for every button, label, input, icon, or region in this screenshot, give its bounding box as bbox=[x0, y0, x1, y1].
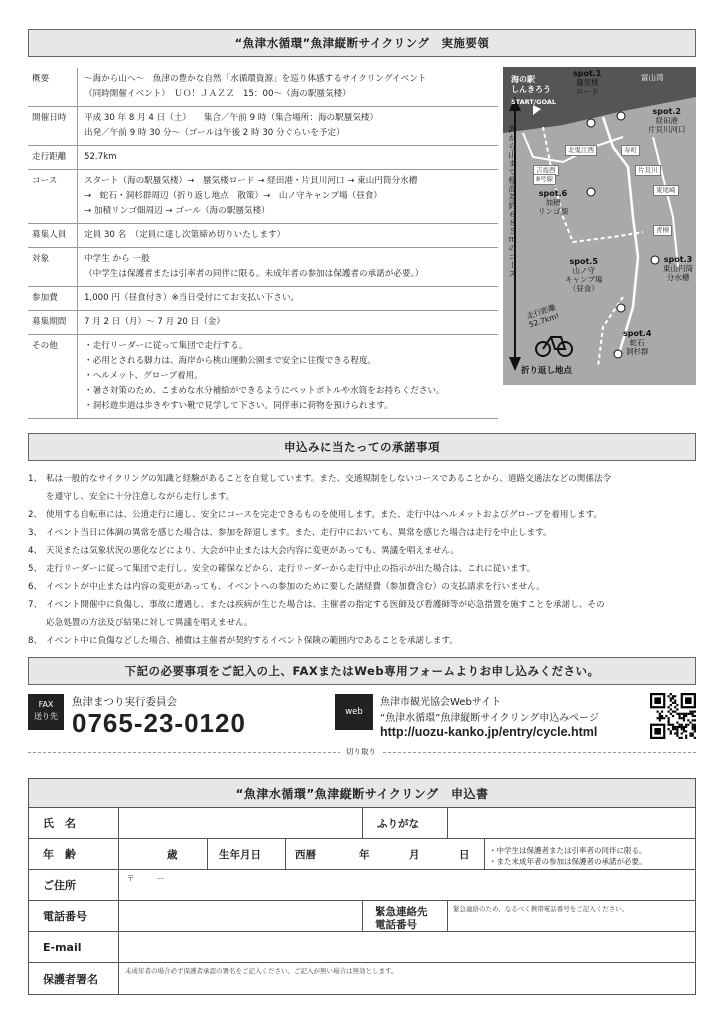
details-line: 7 月 2 日（月）～ 7 月 20 日（金） bbox=[84, 317, 225, 327]
form-row-name bbox=[29, 808, 695, 839]
details-value bbox=[78, 170, 417, 223]
spot1-num: spot.1 bbox=[573, 69, 602, 78]
consent-number: 8、 bbox=[28, 636, 43, 646]
seireki-label: 西暦 bbox=[295, 849, 316, 861]
consent-number: 6、 bbox=[28, 582, 43, 592]
spot2-num: spot.2 bbox=[652, 107, 681, 116]
consent-text: 私は一般的なサイクリングの知識と経験があることを自覚しています。また、交通規制をしないコースであることから、道路交通法などの関係法令 bbox=[46, 474, 612, 484]
details-key: コース bbox=[28, 170, 78, 223]
consent-text: イベント中に負傷などした場合、補償は主催者が契約するイベント保険の範囲内であることを承諾します。 bbox=[46, 636, 458, 646]
form-row-address bbox=[29, 870, 695, 901]
age-field[interactable] bbox=[121, 841, 163, 867]
emergency-phone-field[interactable] bbox=[449, 913, 693, 929]
consent-text: 走行リーダーに従って集団で走行し、安全の確保などから、走行リーダーから走行中止の指示が出た場合は、これに従います。 bbox=[46, 564, 536, 574]
page-title: “魚津水循環”魚津縦断サイクリング 実施要領 bbox=[28, 29, 696, 57]
web-page-name: “魚津水循環”魚津縦断サイクリング申込みページ bbox=[380, 713, 599, 724]
details-key: 募集人員 bbox=[28, 224, 78, 247]
consent-text: イベント当日に体調の異常を感じた場合は、参加を辞退します。また、走行中においても、異常を感じた場合は走行を中止します。 bbox=[46, 528, 552, 538]
spot6-name: 加積 リンゴ畑 bbox=[538, 198, 568, 216]
details-key: 概要 bbox=[28, 68, 78, 106]
details-line: 1,000 円（昼食付き）※当日受付にてお支払い下さい。 bbox=[84, 293, 300, 303]
toyama-bay: 富山湾 bbox=[641, 73, 664, 82]
application-form bbox=[28, 778, 696, 995]
emergency-label-1: 緊急連絡先 bbox=[375, 906, 428, 918]
fax-number: 0765-23-0120 bbox=[72, 708, 246, 738]
map-tag: 寿町 bbox=[621, 145, 640, 156]
consent-item bbox=[28, 506, 696, 524]
consent-item bbox=[28, 596, 696, 614]
web-site-name: 魚津市観光協会Webサイト bbox=[380, 697, 502, 708]
details-key: 走行距離 bbox=[28, 146, 78, 169]
form-row-age bbox=[29, 839, 695, 870]
start-sub: START/GOAL bbox=[511, 98, 557, 106]
details-line: ～海から山へ～ 魚津の豊かな自然「水循環資源」を巡り体感するサイクリングイベント bbox=[84, 74, 427, 84]
spot1-label bbox=[573, 69, 601, 96]
consent-number: 2、 bbox=[28, 510, 43, 520]
details-key: 対象 bbox=[28, 248, 78, 286]
details-value bbox=[78, 335, 445, 418]
details-line: （中学生は保護者または引率者の同伴に限る。未成年者の参加は保護者の承諾が必要。） bbox=[84, 269, 424, 279]
details-row bbox=[28, 287, 498, 311]
consent-text: 使用する自転車には、公道走行に適し、安全にコースを完走できるものを使用します。また、走行中はヘルメットおよびグローブを着用します。 bbox=[46, 510, 603, 520]
name-field[interactable] bbox=[121, 810, 359, 836]
details-line: 平成 30 年 8 月 4 日（土） 集合／午前 9 時（集合場所：海の駅蜃気楼） bbox=[84, 113, 379, 123]
details-row bbox=[28, 224, 498, 248]
emergency-label-2: 電話番号 bbox=[375, 919, 417, 931]
map-tag: 北鬼江西 bbox=[565, 145, 597, 156]
details-line: ・洞杉遊歩道は歩きやすい靴で見学して下さい。同伴車に荷物を預けられます。 bbox=[84, 401, 393, 411]
birthdate-field[interactable] bbox=[329, 841, 479, 867]
details-key: 開催日時 bbox=[28, 107, 78, 145]
details-row bbox=[28, 335, 498, 419]
details-line: ・暑さ対策のため、こまめな水分補給ができるようにペットボトルや水筒をお持ちください。 bbox=[84, 386, 445, 396]
details-key: その他 bbox=[28, 335, 78, 418]
elevation-note: 海から山まで標高差約６８５ｍのコース！ bbox=[508, 125, 517, 287]
map-tag: 東尾崎 bbox=[653, 185, 679, 196]
consent-item bbox=[28, 578, 696, 596]
details-line: ・走行リーダーに従って集団で走行する。 bbox=[84, 341, 248, 351]
details-line: ・ヘルメット、グローブ着用。 bbox=[84, 371, 203, 381]
age-note-1: ・中学生は保護者または引率者の同伴に限る。 bbox=[489, 846, 647, 855]
address-field[interactable] bbox=[121, 872, 691, 898]
email-label: E-mail bbox=[29, 932, 119, 962]
consent-text: を遵守し、安全に十分注意しながら走行します。 bbox=[46, 492, 235, 502]
birth-label: 生年月日 bbox=[219, 849, 261, 861]
spot4-name: 蛇石 洞杉群 bbox=[625, 338, 649, 356]
furigana-label: ふりがな bbox=[377, 818, 419, 830]
age-note-2: ・また未成年者の参加は保護者の承諾が必要。 bbox=[489, 857, 647, 866]
details-line: スタート（海の駅蜃気楼）→ 蜃気楼ロード → 経田港・片貝川河口 → 東山円筒分水槽 bbox=[84, 176, 418, 186]
consent-item bbox=[28, 488, 696, 506]
consent-number: 7、 bbox=[28, 600, 43, 610]
furigana-field[interactable] bbox=[449, 810, 693, 836]
details-key: 参加費 bbox=[28, 287, 78, 310]
details-table bbox=[28, 68, 498, 419]
details-value bbox=[78, 68, 426, 106]
details-line: ・必用とされる脚力は、海岸から桃山運動公園まで安全に往復できる程度。 bbox=[84, 356, 377, 366]
apply-header: 下記の必要事項をご記入の上、FAXまたはWeb専用フォームよりお申し込みください。 bbox=[28, 657, 696, 685]
start-label: 海の駅 しんきろう bbox=[511, 75, 551, 94]
details-line: 定員 30 名 （定員に達し次第締め切りいたします） bbox=[84, 230, 286, 240]
details-line: （同時開催イベント） ＵＯ！ＪＡＺＺ 15：00～（海の駅蜃気楼） bbox=[84, 89, 351, 99]
details-row bbox=[28, 146, 498, 170]
consent-item bbox=[28, 614, 696, 632]
cut-label: 切り取り bbox=[340, 746, 382, 757]
details-row bbox=[28, 248, 498, 287]
fax-tag: FAX 送り先 bbox=[28, 694, 64, 730]
details-key: 募集期間 bbox=[28, 311, 78, 334]
spot3-num: spot.3 bbox=[663, 255, 693, 264]
fax-org: 魚津まつり実行委員会 bbox=[72, 696, 177, 708]
spot4-num: spot.4 bbox=[623, 329, 652, 338]
guardian-label: 保護者署名 bbox=[29, 963, 119, 994]
qr-code-icon bbox=[650, 693, 696, 739]
address-label: ご住所 bbox=[29, 870, 119, 900]
details-value bbox=[78, 248, 423, 286]
consent-list bbox=[28, 470, 696, 650]
map-tag: 吉島西 bbox=[533, 165, 559, 176]
spot5-name: 山ノ守 キャンプ場 （昼食） bbox=[565, 266, 603, 293]
course-map bbox=[503, 67, 696, 385]
email-field[interactable] bbox=[121, 934, 691, 960]
consent-title: 申込みに当たっての承諾事項 bbox=[28, 433, 696, 461]
emergency-note: 緊急連絡のため、なるべく携帯電話番号をご記入ください。 bbox=[453, 905, 629, 913]
form-row-email bbox=[29, 932, 695, 963]
details-line: 52.7km bbox=[84, 152, 117, 162]
consent-number: 1、 bbox=[28, 474, 43, 484]
details-row bbox=[28, 68, 498, 107]
spot2-label bbox=[648, 107, 686, 134]
details-value bbox=[78, 311, 225, 334]
consent-number: 3、 bbox=[28, 528, 43, 538]
consent-number bbox=[28, 614, 46, 632]
sai-label: 歳 bbox=[167, 849, 178, 861]
consent-item bbox=[28, 524, 696, 542]
phone-field[interactable] bbox=[121, 903, 359, 929]
guardian-field[interactable] bbox=[121, 975, 691, 991]
web-tag: web bbox=[335, 694, 373, 730]
consent-number: 4、 bbox=[28, 546, 43, 556]
consent-number bbox=[28, 488, 46, 506]
details-line: → 蛇石・洞杉群周辺（折り返し地点 散策）→ 山ノ守キャンプ場（昼食） bbox=[84, 191, 382, 201]
year-label: 年 bbox=[359, 849, 370, 861]
map-tag: 片貝川 bbox=[635, 165, 661, 176]
spot3-name: 東山円筒 分水槽 bbox=[663, 264, 693, 282]
consent-item bbox=[28, 632, 696, 650]
consent-text: イベントが中止または内容の変更があっても、イベントへの参加のために要した諸経費（参加費含む）の支払請求を行いません。 bbox=[46, 582, 545, 592]
details-line: 出発／午前 9 時 30 分～（ゴールは午後 2 時 30 分ぐらいを予定） bbox=[84, 128, 345, 138]
name-label: 氏 名 bbox=[29, 808, 119, 838]
guardian-note: 未成年者の場合必ず保護者承認の署名をご記入ください。ご記入が無い場合は無効とします。 bbox=[125, 967, 398, 975]
distance-label: 走行距離 52.7km! bbox=[525, 302, 561, 330]
consent-item bbox=[28, 560, 696, 578]
spot5-num: spot.5 bbox=[569, 257, 598, 266]
details-row bbox=[28, 107, 498, 146]
consent-item bbox=[28, 470, 696, 488]
spot2-name: 経田港 片貝川河口 bbox=[648, 116, 686, 134]
spot1-name: 蜃気楼 ロード bbox=[575, 78, 599, 96]
consent-text: 応急処置の方法及び結果に対して異議を唱えません。 bbox=[46, 618, 253, 628]
spot4-label bbox=[623, 329, 651, 356]
details-row bbox=[28, 311, 498, 335]
details-line: 中学生 から 一般 bbox=[84, 254, 150, 264]
form-row-phone bbox=[29, 901, 695, 932]
form-title: “魚津水循環”魚津縦断サイクリング 申込書 bbox=[29, 779, 695, 808]
web-url-link[interactable]: http://uozu-kanko.jp/entry/cycle.html bbox=[380, 725, 598, 739]
details-value bbox=[78, 146, 116, 169]
details-row bbox=[28, 170, 498, 224]
day-label: 日 bbox=[459, 849, 470, 861]
consent-item bbox=[28, 542, 696, 560]
details-value bbox=[78, 224, 285, 247]
month-label: 月 bbox=[409, 849, 420, 861]
form-row-guardian bbox=[29, 963, 695, 994]
spot3-label bbox=[663, 255, 693, 282]
spot6-label bbox=[538, 189, 568, 216]
details-line: → 加積リンゴ畑周辺 → ゴール（海の駅蜃気楼） bbox=[84, 206, 270, 216]
details-value bbox=[78, 107, 378, 145]
age-label: 年 齢 bbox=[29, 839, 119, 869]
consent-number: 5、 bbox=[28, 564, 43, 574]
map-tag: 青柳 bbox=[653, 225, 672, 236]
consent-text: イベント開催中に負傷し、事故に遭遇し、または疾病が生じた場合は、主催者の指定する医師及び看護師等が応急措置を施すことを承諾し、その bbox=[46, 600, 605, 610]
phone-label: 電話番号 bbox=[29, 901, 119, 931]
details-value bbox=[78, 287, 299, 310]
turn-label: 折り返し地点 bbox=[521, 366, 573, 376]
spot5-label bbox=[565, 257, 603, 293]
consent-text: 天災または気象状況の悪化などにより、大会が中止または大会内容に変更があっても、異議を唱えません。 bbox=[46, 546, 459, 556]
postal-mark: 〒 ー bbox=[127, 874, 165, 883]
spot6-num: spot.6 bbox=[538, 189, 568, 198]
map-tag: 8号線 bbox=[533, 174, 556, 185]
